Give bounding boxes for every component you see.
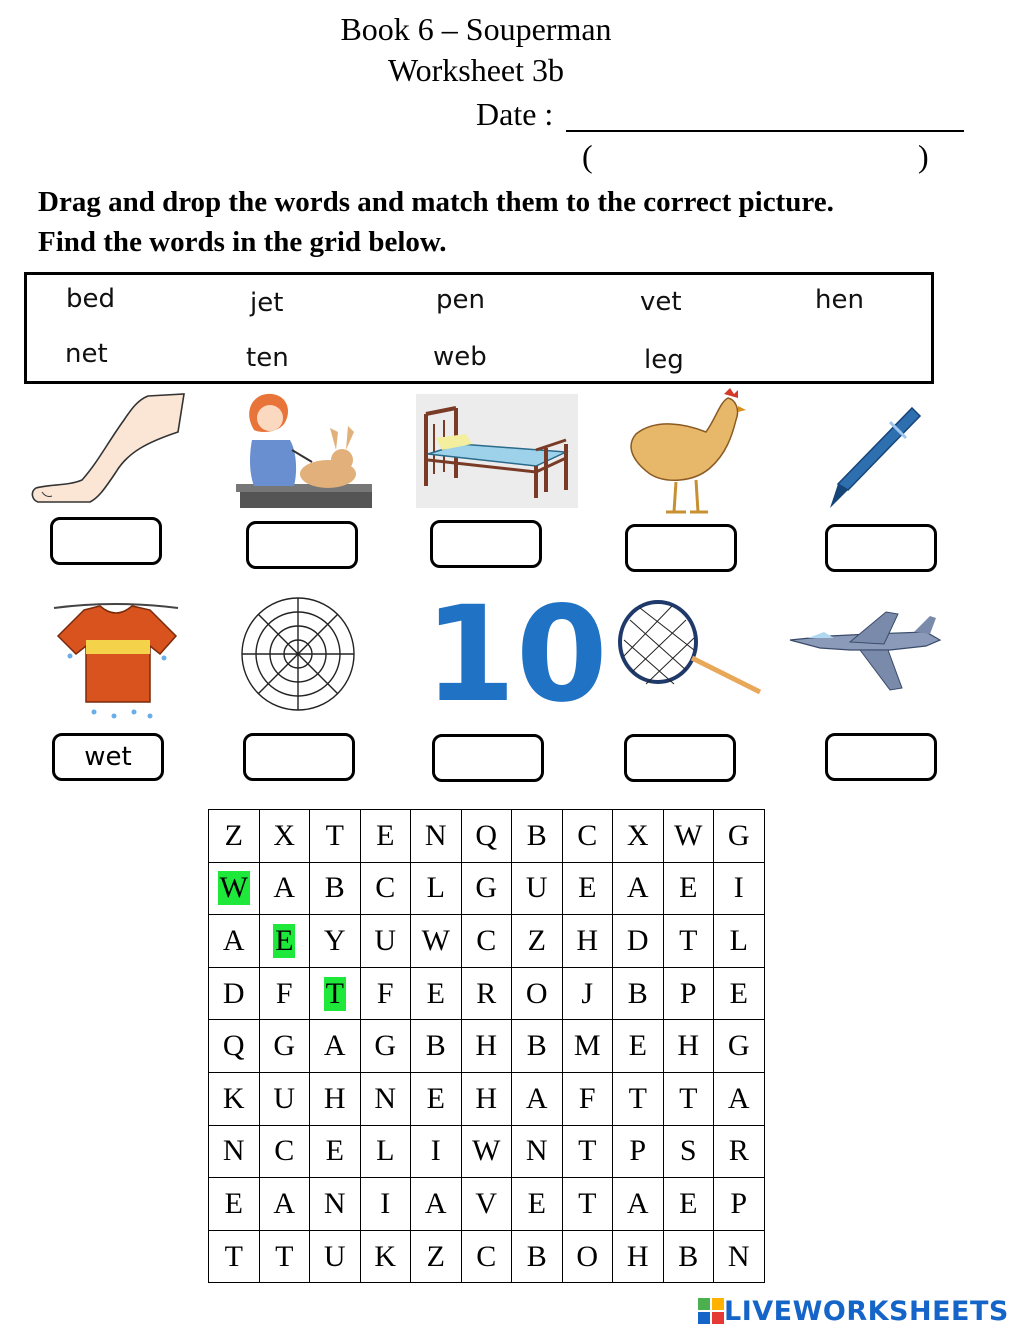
grid-letter: T [578, 1186, 597, 1220]
grid-letter: N [727, 1239, 750, 1273]
grid-cell[interactable] [310, 1178, 361, 1231]
grid-letter: E [224, 1186, 243, 1220]
liveworksheets-logo-icon [698, 1298, 724, 1324]
grid-cell[interactable] [714, 1020, 765, 1073]
grid-letter: O [525, 976, 548, 1010]
ten-digits: 10 [424, 578, 608, 732]
grid-cell[interactable] [209, 810, 260, 863]
grid-letter: P [629, 1134, 647, 1168]
grid-letter: T [224, 1239, 243, 1273]
grid-cell[interactable] [411, 810, 462, 863]
leg-picture [28, 392, 188, 510]
grid-letter: B [526, 818, 547, 852]
grid-letter: W [472, 1134, 501, 1168]
grid-letter: B [526, 1239, 547, 1273]
grid-cell[interactable] [259, 967, 310, 1020]
word-bank-pen[interactable]: pen [436, 285, 485, 315]
grid-letter: T [679, 1081, 698, 1115]
grid-letter: Q [222, 1029, 245, 1063]
grid-letter: E [527, 1186, 546, 1220]
grid-letter: B [526, 1029, 547, 1063]
grid-cell[interactable] [360, 1020, 411, 1073]
grid-letter: B [678, 1239, 699, 1273]
grid-letter: C [375, 871, 396, 905]
grid-cell[interactable] [360, 1178, 411, 1231]
grid-cell[interactable] [512, 862, 563, 915]
grid-cell[interactable] [663, 1020, 714, 1073]
grid-letter: H [626, 1239, 649, 1273]
grid-letter: A [222, 923, 245, 957]
grid-letter: N [424, 818, 447, 852]
grid-cell[interactable] [360, 915, 411, 968]
grid-row [209, 1178, 765, 1231]
grid-letter: G [374, 1029, 397, 1063]
grid-letter: H [323, 1081, 346, 1115]
grid-cell[interactable] [411, 1230, 462, 1283]
grid-letter: W [219, 871, 248, 905]
grid-cell[interactable] [310, 862, 361, 915]
net-picture [610, 600, 762, 696]
grid-cell[interactable] [461, 1178, 512, 1231]
grid-cell[interactable] [310, 1020, 361, 1073]
grid-letter: I [733, 871, 744, 905]
grid-letter: P [679, 976, 697, 1010]
hen-picture [616, 388, 746, 518]
grid-cell[interactable] [562, 1230, 613, 1283]
grid-cell[interactable] [360, 862, 411, 915]
grid-cell[interactable] [209, 862, 260, 915]
grid-cell[interactable] [461, 967, 512, 1020]
grid-cell[interactable] [663, 862, 714, 915]
grid-cell[interactable] [461, 1020, 512, 1073]
word-bank-bed[interactable]: bed [66, 284, 116, 314]
grid-letter: D [222, 976, 245, 1010]
grid-letter: E [628, 1029, 647, 1063]
grid-cell[interactable] [461, 1072, 512, 1125]
grid-cell[interactable] [613, 1178, 664, 1231]
grid-letter: A [626, 871, 649, 905]
grid-cell[interactable] [562, 967, 613, 1020]
grid-cell[interactable] [714, 915, 765, 968]
grid-letter: E [275, 923, 294, 957]
grid-cell[interactable] [411, 1072, 462, 1125]
answer-box-pen[interactable] [825, 524, 937, 572]
grid-letter: B [324, 871, 345, 905]
grid-row [209, 862, 765, 915]
grid-cell[interactable] [663, 1230, 714, 1283]
grid-letter: M [573, 1029, 601, 1063]
grid-letter: E [376, 818, 395, 852]
answer-box-leg[interactable] [50, 517, 162, 565]
grid-cell[interactable] [562, 810, 613, 863]
grid-cell[interactable] [310, 1072, 361, 1125]
grid-cell[interactable] [562, 1125, 613, 1178]
word-bank-vet[interactable]: vet [640, 287, 682, 317]
grid-cell[interactable] [512, 1020, 563, 1073]
grid-cell[interactable] [259, 1020, 310, 1073]
grid-letter: C [274, 1134, 295, 1168]
grid-letter: U [323, 1239, 346, 1273]
grid-cell[interactable] [360, 810, 411, 863]
grid-letter: A [727, 1081, 750, 1115]
pen-picture [826, 404, 926, 512]
grid-letter: A [424, 1186, 447, 1220]
grid-letter: B [425, 1029, 446, 1063]
grid-cell[interactable] [360, 1230, 411, 1283]
grid-letter: K [374, 1239, 397, 1273]
grid-cell[interactable] [714, 1125, 765, 1178]
grid-cell[interactable] [714, 1178, 765, 1231]
grid-cell[interactable] [663, 1072, 714, 1125]
grid-letter: G [727, 818, 750, 852]
grid-cell[interactable] [310, 967, 361, 1020]
grid-letter: E [578, 871, 597, 905]
grid-letter: E [426, 976, 445, 1010]
grid-cell[interactable] [714, 1072, 765, 1125]
grid-cell[interactable] [663, 967, 714, 1020]
grid-letter: U [374, 923, 397, 957]
grid-cell[interactable] [411, 1020, 462, 1073]
grid-letter: H [677, 1029, 700, 1063]
grid-cell[interactable] [613, 1020, 664, 1073]
grid-cell[interactable] [259, 810, 310, 863]
grid-cell[interactable] [360, 967, 411, 1020]
grid-letter: N [222, 1134, 245, 1168]
web-picture [236, 596, 360, 714]
grid-letter: L [426, 871, 445, 905]
grid-letter: I [430, 1134, 441, 1168]
grid-cell[interactable] [613, 1125, 664, 1178]
grid-row [209, 915, 765, 968]
grid-cell[interactable] [613, 967, 664, 1020]
grid-cell[interactable] [310, 810, 361, 863]
grid-letter: G [273, 1029, 296, 1063]
grid-cell[interactable] [714, 1230, 765, 1283]
grid-cell[interactable] [310, 1125, 361, 1178]
grid-cell[interactable] [663, 1178, 714, 1231]
grid-cell[interactable] [209, 1230, 260, 1283]
grid-letter: U [273, 1081, 296, 1115]
word-bank-net[interactable]: net [65, 339, 108, 369]
grid-letter: T [325, 818, 344, 852]
grid-letter: G [475, 871, 498, 905]
grid-letter: T [578, 1134, 597, 1168]
grid-letter: N [323, 1186, 346, 1220]
grid-row [209, 1072, 765, 1125]
grid-cell[interactable] [209, 1125, 260, 1178]
grid-cell[interactable] [512, 1125, 563, 1178]
grid-cell[interactable] [259, 1125, 310, 1178]
grid-letter: E [325, 1134, 344, 1168]
grid-cell[interactable] [613, 915, 664, 968]
grid-cell[interactable] [461, 1230, 512, 1283]
grid-cell[interactable] [562, 915, 613, 968]
grid-row [209, 967, 765, 1020]
grid-letter: L [376, 1134, 395, 1168]
grid-cell[interactable] [562, 1178, 613, 1231]
grid-cell[interactable] [411, 1178, 462, 1231]
grid-letter: H [576, 923, 599, 957]
grid-letter: A [273, 1186, 296, 1220]
grid-letter: F [578, 1081, 596, 1115]
grid-letter: E [426, 1081, 445, 1115]
grid-letter: Z [527, 923, 546, 957]
grid-letter: E [679, 871, 698, 905]
grid-letter: A [525, 1081, 548, 1115]
grid-letter: H [475, 1029, 498, 1063]
grid-letter: C [476, 923, 497, 957]
grid-letter: T [628, 1081, 647, 1115]
instruction-line-1: Drag and drop the words and match them to the correct picture. [38, 186, 834, 218]
grid-letter: B [627, 976, 648, 1010]
grid-letter: X [273, 818, 296, 852]
answer-box-bed[interactable] [430, 520, 542, 568]
grid-cell[interactable] [259, 1178, 310, 1231]
grid-cell[interactable] [512, 1072, 563, 1125]
grid-cell[interactable] [663, 810, 714, 863]
grid-letter: N [374, 1081, 397, 1115]
grid-cell[interactable] [714, 862, 765, 915]
date-label: Date : [476, 96, 554, 132]
grid-letter: Z [426, 1239, 445, 1273]
grid-letter: T [325, 976, 344, 1010]
grid-cell[interactable] [209, 915, 260, 968]
ten-picture [424, 578, 608, 732]
grid-cell[interactable] [310, 915, 361, 968]
answer-box-net[interactable] [624, 734, 736, 782]
date-input-line[interactable] [566, 130, 964, 132]
word-bank-leg[interactable]: leg [644, 345, 684, 375]
grid-cell[interactable] [209, 1072, 260, 1125]
grid-cell[interactable] [512, 1230, 563, 1283]
grid-cell[interactable] [613, 1230, 664, 1283]
grid-letter: L [729, 923, 748, 957]
grid-cell[interactable] [461, 862, 512, 915]
grid-cell[interactable] [461, 1125, 512, 1178]
grid-cell[interactable] [562, 862, 613, 915]
grid-letter: U [525, 871, 548, 905]
grid-cell[interactable] [512, 810, 563, 863]
grid-row [209, 1230, 765, 1283]
grid-letter: H [475, 1081, 498, 1115]
brand-text: LIVEWORKSHEETS [724, 1295, 1009, 1327]
grid-cell[interactable] [360, 1072, 411, 1125]
instruction-line-2: Find the words in the grid below. [38, 226, 447, 258]
grid-row [209, 810, 765, 863]
grid-letter: C [577, 818, 598, 852]
grid-cell[interactable] [209, 1178, 260, 1231]
answer-box-wet[interactable]: wet [52, 733, 164, 781]
grid-cell[interactable] [259, 1230, 310, 1283]
grid-letter: F [376, 976, 394, 1010]
grid-letter: T [275, 1239, 294, 1273]
grid-letter: W [421, 923, 450, 957]
grid-letter: S [679, 1134, 697, 1168]
grid-cell[interactable] [512, 915, 563, 968]
grid-letter: W [674, 818, 703, 852]
answer-box-vet[interactable] [246, 521, 358, 569]
grid-cell[interactable] [411, 967, 462, 1020]
paren-open: ( [582, 138, 593, 174]
answer-box-ten[interactable] [432, 734, 544, 782]
grid-letter: D [626, 923, 649, 957]
grid-letter: E [679, 1186, 698, 1220]
answer-box-jet[interactable] [825, 733, 937, 781]
grid-letter: X [626, 818, 649, 852]
grid-letter: Y [323, 923, 346, 957]
answer-box-web[interactable] [243, 733, 355, 781]
grid-cell[interactable] [663, 1125, 714, 1178]
grid-letter: C [476, 1239, 497, 1273]
grid-cell[interactable] [259, 915, 310, 968]
grid-cell[interactable] [562, 1072, 613, 1125]
grid-cell[interactable] [411, 1125, 462, 1178]
grid-cell[interactable] [714, 810, 765, 863]
word-bank-ten[interactable]: ten [246, 343, 289, 373]
grid-cell[interactable] [562, 1020, 613, 1073]
word-bank-web[interactable]: web [433, 342, 487, 372]
grid-cell[interactable] [613, 1072, 664, 1125]
jet-picture [790, 612, 946, 694]
grid-letter: P [730, 1186, 748, 1220]
grid-letter: O [576, 1239, 599, 1273]
grid-letter: V [475, 1186, 498, 1220]
vet-picture [232, 390, 374, 514]
grid-cell[interactable] [613, 862, 664, 915]
grid-cell[interactable] [714, 967, 765, 1020]
grid-cell[interactable] [512, 967, 563, 1020]
grid-cell[interactable] [512, 1178, 563, 1231]
grid-cell[interactable] [613, 810, 664, 863]
grid-letter: A [323, 1029, 346, 1063]
grid-cell[interactable] [360, 1125, 411, 1178]
grid-cell[interactable] [209, 967, 260, 1020]
grid-cell[interactable] [209, 1020, 260, 1073]
grid-letter: J [581, 976, 594, 1010]
grid-letter: R [728, 1134, 749, 1168]
grid-cell[interactable] [461, 810, 512, 863]
grid-row [209, 1125, 765, 1178]
grid-letter: A [273, 871, 296, 905]
grid-cell[interactable] [259, 1072, 310, 1125]
paren-close: ) [918, 138, 929, 174]
grid-letter: Q [475, 818, 498, 852]
bed-picture [416, 394, 578, 508]
word-bank-hen[interactable]: hen [815, 285, 864, 315]
grid-letter: F [275, 976, 293, 1010]
grid-cell[interactable] [663, 915, 714, 968]
worksheet-title: Worksheet 3b [387, 52, 565, 88]
grid-letter: Z [224, 818, 243, 852]
grid-letter: A [626, 1186, 649, 1220]
wet-shirt-picture [54, 600, 180, 724]
grid-letter: E [729, 976, 748, 1010]
brand-logo [698, 1294, 1009, 1328]
grid-cell[interactable] [259, 862, 310, 915]
word-bank-jet[interactable]: jet [250, 288, 284, 318]
grid-cell[interactable] [310, 1230, 361, 1283]
grid-letter: T [679, 923, 698, 957]
answer-box-hen[interactable] [625, 524, 737, 572]
grid-letter: N [525, 1134, 548, 1168]
word-search-grid [208, 809, 765, 1283]
grid-letter: G [727, 1029, 750, 1063]
grid-cell[interactable] [411, 862, 462, 915]
grid-letter: R [476, 976, 497, 1010]
grid-letter: I [380, 1186, 391, 1220]
grid-row [209, 1020, 765, 1073]
grid-cell[interactable] [411, 915, 462, 968]
grid-letter: K [222, 1081, 245, 1115]
grid-cell[interactable] [461, 915, 512, 968]
book-title: Book 6 – Souperman [340, 11, 612, 47]
